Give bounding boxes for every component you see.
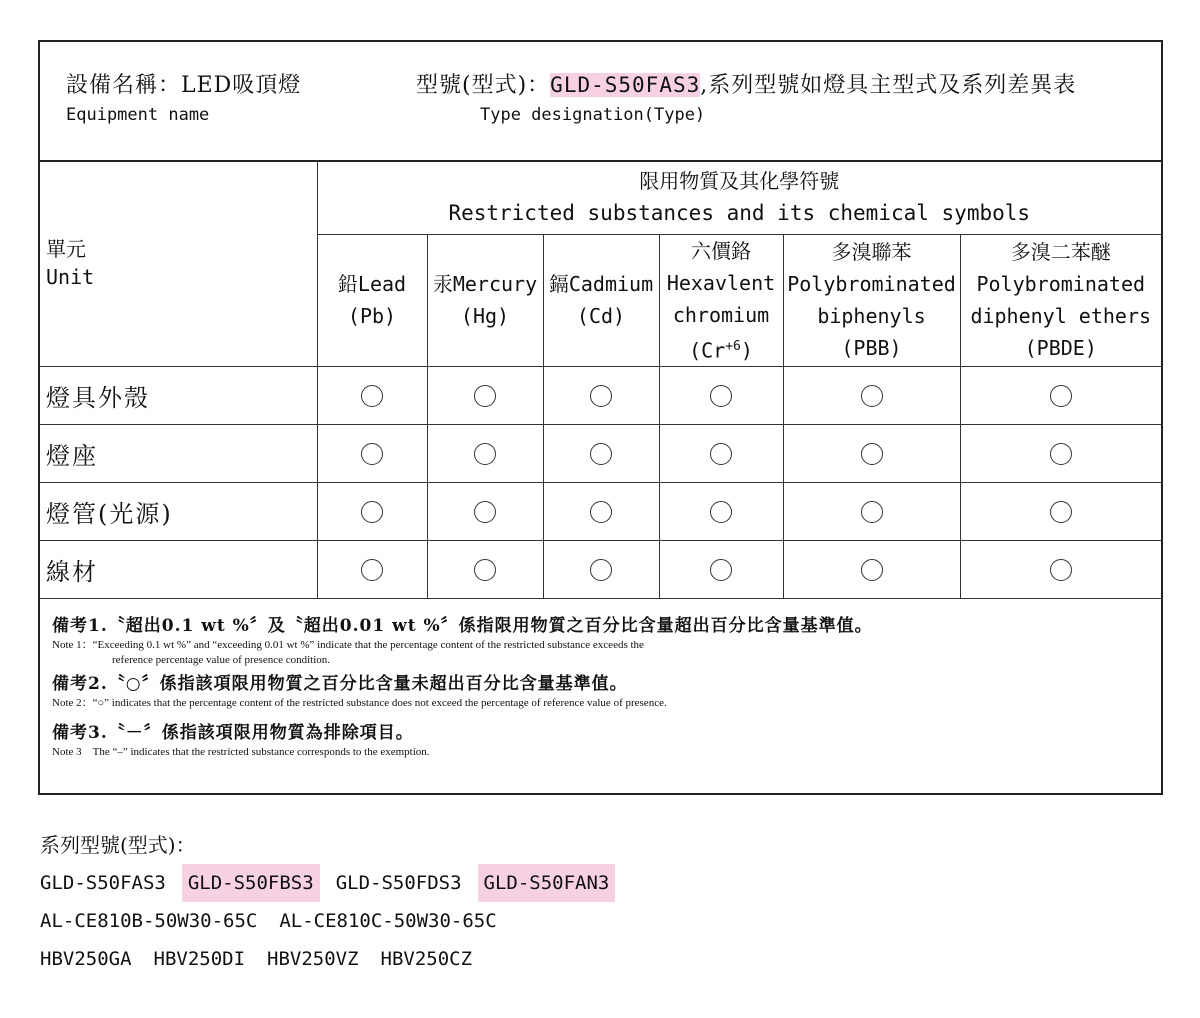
series-title: 系列型號(型式)： xyxy=(40,833,196,857)
row-label: 燈座 xyxy=(40,425,317,483)
row-label: 燈管(光源) xyxy=(40,483,317,541)
type-suffix: ,系列型號如燈具主型式及系列差異表 xyxy=(700,73,1077,98)
type-designation-en: Type designation(Type) xyxy=(480,105,706,125)
note3-en: Note 3 The “–” indicates that the restricted substance corresponds to the exemption. xyxy=(52,746,430,758)
row-label: 燈具外殼 xyxy=(40,367,317,425)
series-line-1 xyxy=(40,864,625,902)
model-label: HBV250VZ xyxy=(267,948,359,970)
type-model: GLD-S50FAS3 xyxy=(550,73,701,97)
note3-zh: 備考3.〝－〞係指該項限用物質為排除項目。 xyxy=(52,723,414,743)
table-row xyxy=(40,425,1161,483)
circle-mark-icon xyxy=(590,385,612,407)
circle-mark-icon xyxy=(861,559,883,581)
restricted-zh: 限用物質及其化學符號 xyxy=(639,168,840,193)
model-label: HBV250DI xyxy=(153,948,246,970)
circle-mark-icon xyxy=(1050,501,1072,523)
restricted-en: Restricted substances and its chemical symbols xyxy=(448,200,1031,225)
model-label: GLD-S50FAS3 xyxy=(40,872,166,894)
unit-en: Unit xyxy=(46,265,95,290)
model-label: AL-CE810C-50W30-65C xyxy=(279,910,497,932)
series-models xyxy=(40,826,625,978)
model-label: HBV250GA xyxy=(40,948,132,970)
notes-section xyxy=(52,614,1151,760)
circle-mark-icon xyxy=(861,385,883,407)
substance-cadmium: 鎘Cadmium (Cd) xyxy=(543,234,659,367)
equipment-name-en: Equipment name xyxy=(66,105,210,125)
restricted-header xyxy=(317,160,1161,234)
note1-zh: 備考1.〝超出0.1 wt %〞及〝超出0.01 wt %〞係指限用物質之百分比含量超出百分比含量基準值。 xyxy=(52,616,873,636)
circle-mark-icon xyxy=(474,501,496,523)
substance-pbde: 多溴二苯醚 Polybrominated diphenyl ethers (PBDE) xyxy=(960,234,1161,367)
model-label: HBV250CZ xyxy=(380,948,473,970)
substance-hexavalent-chromium: 六價鉻 Hexavlent chromium $(Cr^{+6})$ xyxy=(659,234,783,367)
circle-mark-icon xyxy=(710,385,732,407)
circle-mark-icon xyxy=(710,559,732,581)
unit-header xyxy=(40,160,317,367)
type-prefix: 型號(型式)： xyxy=(416,73,551,98)
circle-mark-icon xyxy=(710,501,732,523)
model-label: GLD-S50FBS3 xyxy=(182,864,320,902)
circle-mark-icon xyxy=(590,559,612,581)
equipment-name-zh: 設備名稱：LED吸頂燈 xyxy=(66,73,302,98)
equipment-name-block xyxy=(66,68,301,125)
circle-mark-icon xyxy=(361,443,383,465)
table-row xyxy=(40,367,1161,425)
series-line-3 xyxy=(40,940,625,978)
declaration-frame xyxy=(38,40,1163,795)
circle-mark-icon xyxy=(361,559,383,581)
model-label: GLD-S50FDS3 xyxy=(335,872,462,894)
circle-mark-icon xyxy=(474,559,496,581)
note1-en-cont: reference percentage value of presence condition. xyxy=(112,654,331,666)
table-row xyxy=(40,483,1161,541)
header-row xyxy=(40,42,1161,162)
circle-mark-icon xyxy=(361,501,383,523)
restricted-substances-table xyxy=(40,160,1161,599)
circle-mark-icon xyxy=(361,385,383,407)
substance-pbb: 多溴聯苯 Polybrominated biphenyls (PBB) xyxy=(783,234,960,367)
unit-zh: 單元 xyxy=(46,237,86,262)
circle-mark-icon xyxy=(1050,443,1072,465)
type-designation-block xyxy=(416,68,1076,125)
circle-mark-icon xyxy=(474,385,496,407)
circle-mark-icon xyxy=(861,501,883,523)
circle-mark-icon xyxy=(1050,385,1072,407)
circle-mark-icon xyxy=(861,443,883,465)
circle-mark-icon xyxy=(590,443,612,465)
table-row xyxy=(40,541,1161,599)
note2-zh: 備考2.〝○〞係指該項限用物質之百分比含量未超出百分比含量基準值。 xyxy=(52,674,628,694)
circle-mark-icon xyxy=(1050,559,1072,581)
note1-en: Note 1：“Exceeding 0.1 wt %” and “exceeding 0.01 wt %” indicate that the percentage content of the restricted substance exceeds the xyxy=(52,639,644,651)
circle-mark-icon xyxy=(710,443,732,465)
substance-lead: 鉛Lead (Pb) xyxy=(317,234,427,367)
row-label: 線材 xyxy=(40,541,317,599)
model-label: AL-CE810B-50W30-65C xyxy=(40,910,258,932)
circle-mark-icon xyxy=(474,443,496,465)
note2-en: Note 2：“○” indicates that the percentage content of the restricted substance does not exceed the percentage of reference value of presence. xyxy=(52,697,667,709)
series-line-2 xyxy=(40,902,625,940)
circle-mark-icon xyxy=(590,501,612,523)
substance-mercury: 汞Mercury (Hg) xyxy=(427,234,543,367)
model-label: GLD-S50FAN3 xyxy=(478,864,616,902)
